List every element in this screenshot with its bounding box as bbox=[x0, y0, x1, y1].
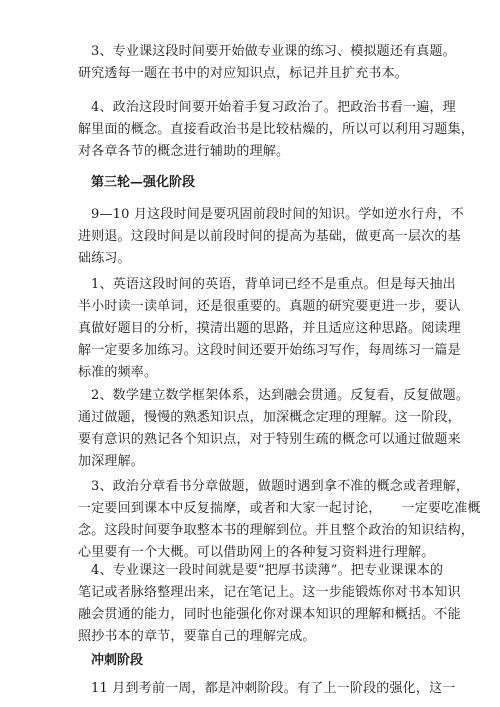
paragraph-line: 解一定要多加练习。这段时间还要开始练习写作，每周练习一篇是 bbox=[78, 343, 461, 358]
paragraph-line: 标准的频率。 bbox=[78, 365, 158, 380]
paragraph-line: 念。这段时间要争取整本书的理解到位。并且整个政治的知识结构， bbox=[78, 523, 475, 538]
paragraph-1 bbox=[78, 41, 456, 85]
paragraph-6 bbox=[78, 476, 481, 564]
paragraph-line: 融会贯通的能力，同时也能强化你对课本知识的理解和概括。不能 bbox=[78, 607, 461, 622]
paragraph-7 bbox=[78, 560, 461, 648]
paragraph-line: 通过做题，慢慢的熟悉知识点，加深概念定理的理解。这一阶段， bbox=[78, 410, 461, 425]
section-heading: 第三轮—强化阶段 bbox=[91, 175, 196, 190]
paragraph-line: 半小时读一读单词，还是很重要的。真题的研究要更进一步，要认 bbox=[78, 299, 461, 314]
paragraph-line: 9—10 月这段时间是要巩固前段时间的知识。学如逆水行舟，不 bbox=[91, 207, 464, 222]
paragraph-line: 4、专业课这一段时间就是要“把厚书读薄”。把专业课课本的 bbox=[91, 563, 444, 578]
paragraph-line: 1、英语这段时间的英语，背单词已经不是重点。但是每天抽出 bbox=[91, 277, 456, 292]
paragraph-line: 3、政治分章看书分章做题，做题时遇到拿不准的概念或者理解， bbox=[91, 479, 470, 494]
paragraph-5 bbox=[78, 385, 470, 473]
paragraph-line: 一定要回到课本中反复揣摩，或者和大家一起讨论， 一定要吃准概 bbox=[78, 501, 481, 516]
paragraph-line: 11 月到考前一周，都是冲刺阶段。有了上一阶段的强化，这一 bbox=[91, 681, 456, 696]
paragraph-2 bbox=[78, 97, 475, 163]
paragraph-line: 研究透每一题在书中的对应知识点，标记并且扩充书本。 bbox=[78, 66, 409, 81]
paragraph-line: 解里面的概念。直接看政治书是比较枯燥的，所以可以利用习题集， bbox=[78, 122, 475, 137]
paragraph-8 bbox=[78, 678, 456, 700]
paragraph-4 bbox=[78, 274, 461, 384]
section-heading: 冲刺阶段 bbox=[91, 653, 144, 668]
paragraph-line: 础练习。 bbox=[78, 251, 131, 266]
paragraph-line: 要有意识的熟记各个知识点，对于特别生疏的概念可以通过做题来 bbox=[78, 432, 461, 447]
paragraph-line: 真做好题目的分析，摸清出题的思路，并且适应这种思路。阅读理 bbox=[78, 321, 461, 336]
paragraph-line: 对各章各节的概念进行辅助的理解。 bbox=[78, 144, 290, 159]
paragraph-line: 2、数学建立数学框架体系，达到融会贯通。反复看，反复做题。 bbox=[91, 388, 470, 403]
paragraph-3 bbox=[78, 204, 464, 270]
paragraph-line: 笔记或者脉络整理出来，记在笔记上。这一步能锻炼你对书本知识 bbox=[78, 585, 461, 600]
paragraph-line: 3、专业课这段时间要开始做专业课的练习、模拟题还有真题。 bbox=[91, 44, 456, 59]
paragraph-line: 4、政治这段时间要开始着手复习政治了。把政治书看一遍，理 bbox=[91, 100, 456, 115]
paragraph-line: 加深理解。 bbox=[78, 454, 145, 469]
paragraph-line: 照抄书本的章节，要靠自己的理解完成。 bbox=[78, 629, 316, 644]
paragraph-line: 进则退。这段时间是以前段时间的提高为基础，做更高一层次的基 bbox=[78, 229, 461, 244]
paragraph-line: 心里要有一个大概。可以借助网上的各种复习资料进行理解。 bbox=[78, 545, 435, 560]
